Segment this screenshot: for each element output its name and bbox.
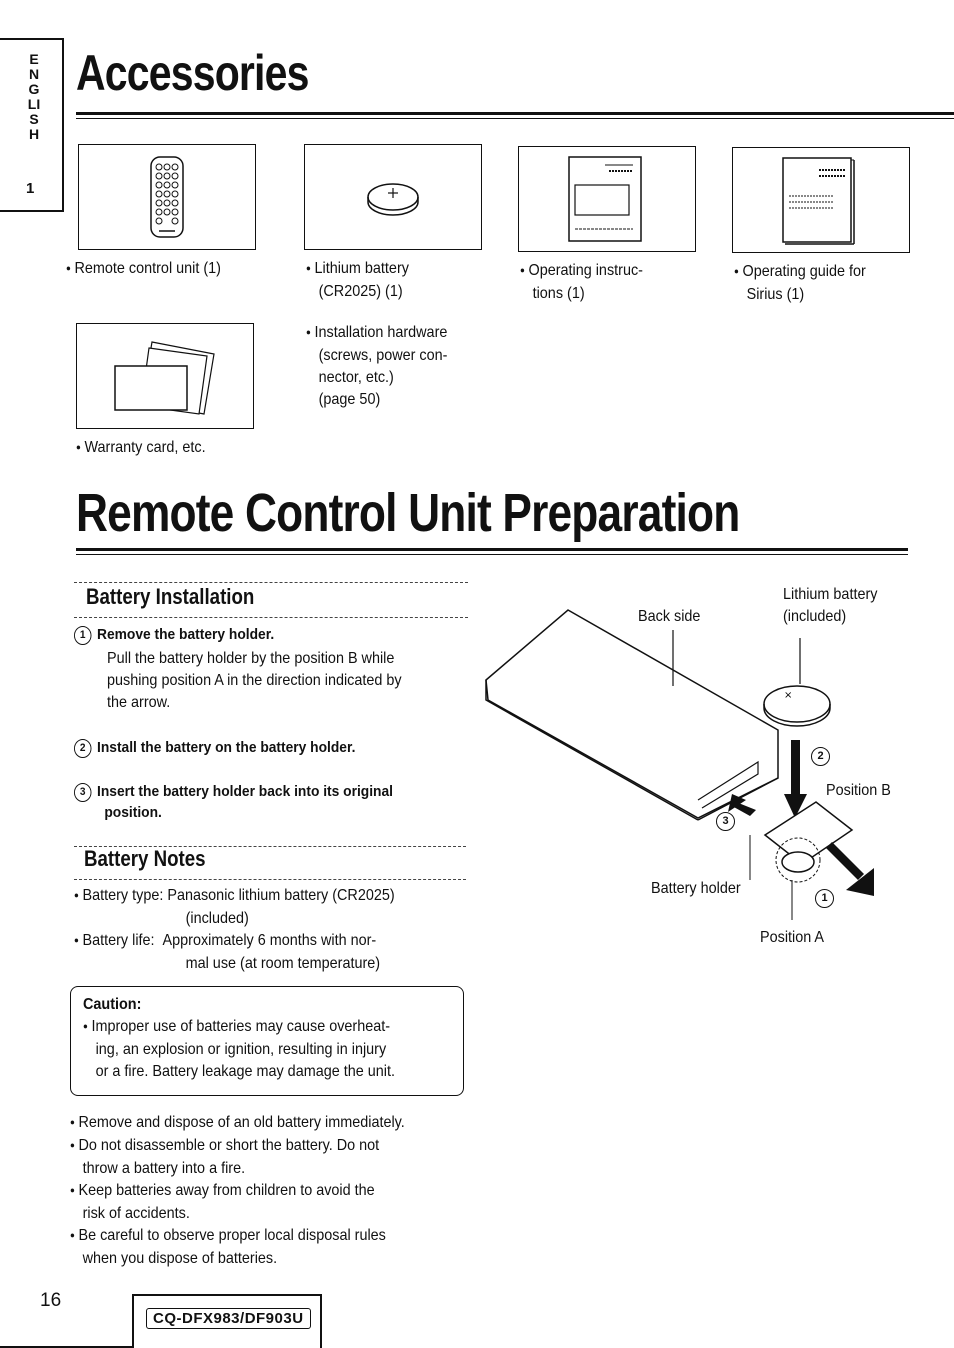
list-item: ● Be careful to observe proper local disposal rules	[70, 1225, 405, 1248]
label-position-b: Position B	[826, 782, 891, 799]
caption-lithium-battery: ● Lithium battery (CR2025) (1)	[306, 258, 409, 303]
accessories-title: Accessories	[76, 45, 309, 101]
battery-installation-heading: Battery Installation	[86, 584, 255, 609]
caption-installation-hardware: ● Installation hardware (screws, power con- nector, etc.) (page 50)	[306, 322, 447, 411]
caption-operating-instructions: ● Operating instruc- tions (1)	[520, 260, 643, 305]
caption-remote-control: ● Remote control unit (1)	[66, 258, 221, 281]
diagram-step-2-marker: 2	[811, 747, 836, 766]
operating-instructions-image	[518, 146, 696, 252]
diagram-step-1-marker: 1	[815, 889, 840, 908]
remote-control-image	[78, 144, 256, 250]
label-back-side: Back side	[638, 608, 701, 625]
sirius-guide-image	[732, 147, 910, 253]
label-position-a: Position A	[760, 929, 825, 946]
remote-prep-title: Remote Control Unit Preparation	[76, 483, 740, 543]
svg-text:×: ×	[784, 690, 793, 701]
accessories-rule	[76, 112, 954, 115]
list-item: ● Remove and dispose of an old battery immediately.	[70, 1112, 405, 1135]
battery-coin-icon	[305, 145, 480, 248]
remote-control-icon	[79, 145, 254, 248]
list-item: ● Do not disassemble or short the battery. Do not	[70, 1135, 405, 1158]
battery-notes-body: ● Battery type: Panasonic lithium battery (CR2025) (included) ● Battery life: Approximately 6 months with nor- mal use (at room temperature)	[74, 885, 488, 975]
battery-notes-heading: Battery Notes	[84, 846, 206, 871]
step-3-number: 3	[74, 783, 91, 802]
battery-warnings-list: ● Remove and dispose of an old battery immediately. ● Do not disassemble or short the battery. Do not throw a battery into a fire. ● Keep batteries away from children to avoid the risk of accidents. ● Be careful to observe proper local disposal rules when you dispose of batteries.	[70, 1112, 405, 1270]
step-1-number: 1	[74, 626, 91, 645]
section-number: 1	[26, 180, 35, 197]
caption-sirius-guide: ● Operating guide for Sirius (1)	[734, 261, 866, 306]
model-number-box	[132, 1294, 322, 1348]
step-2-number: 2	[74, 739, 91, 758]
step-3-title: 3 Insert the battery holder back into its original position.	[74, 781, 393, 823]
list-item: ● Keep batteries away from children to avoid the	[70, 1180, 405, 1203]
remote-prep-rule-thin	[76, 554, 908, 555]
language-label: ENGLISH	[27, 51, 41, 142]
label-lithium-battery: Lithium battery (included)	[783, 586, 878, 625]
page-number: 16	[40, 1290, 62, 1311]
step-1-title: 1 Remove the battery holder.	[74, 624, 274, 645]
label-battery-holder: Battery holder	[651, 880, 741, 897]
manual-book-icon	[519, 147, 694, 250]
lithium-battery-image	[304, 144, 482, 250]
model-number: CQ-DFX983/DF903U	[146, 1308, 311, 1329]
warranty-card-image	[76, 323, 254, 429]
step-1-body: Pull the battery holder by the position B while pushing position A in the direction indicated by the arrow.	[107, 650, 402, 711]
battery-installation-diagram	[480, 580, 920, 920]
caption-warranty-card: ● Warranty card, etc.	[76, 437, 206, 460]
caution-text: Caution: ● Improper use of batteries may cause overheat- ing, an explosion or ignition, resulting in injury or a fire. Battery leakage may damage the unit.	[83, 994, 395, 1083]
language-side-tab	[0, 38, 64, 212]
remote-prep-rule	[76, 548, 908, 551]
diagram-step-3-marker: 3	[716, 812, 741, 831]
guide-book-icon	[733, 148, 908, 251]
cards-icon	[77, 324, 252, 427]
step-2-title: 2 Install the battery on the battery holder.	[74, 737, 355, 758]
accessories-rule-thin	[76, 118, 954, 119]
